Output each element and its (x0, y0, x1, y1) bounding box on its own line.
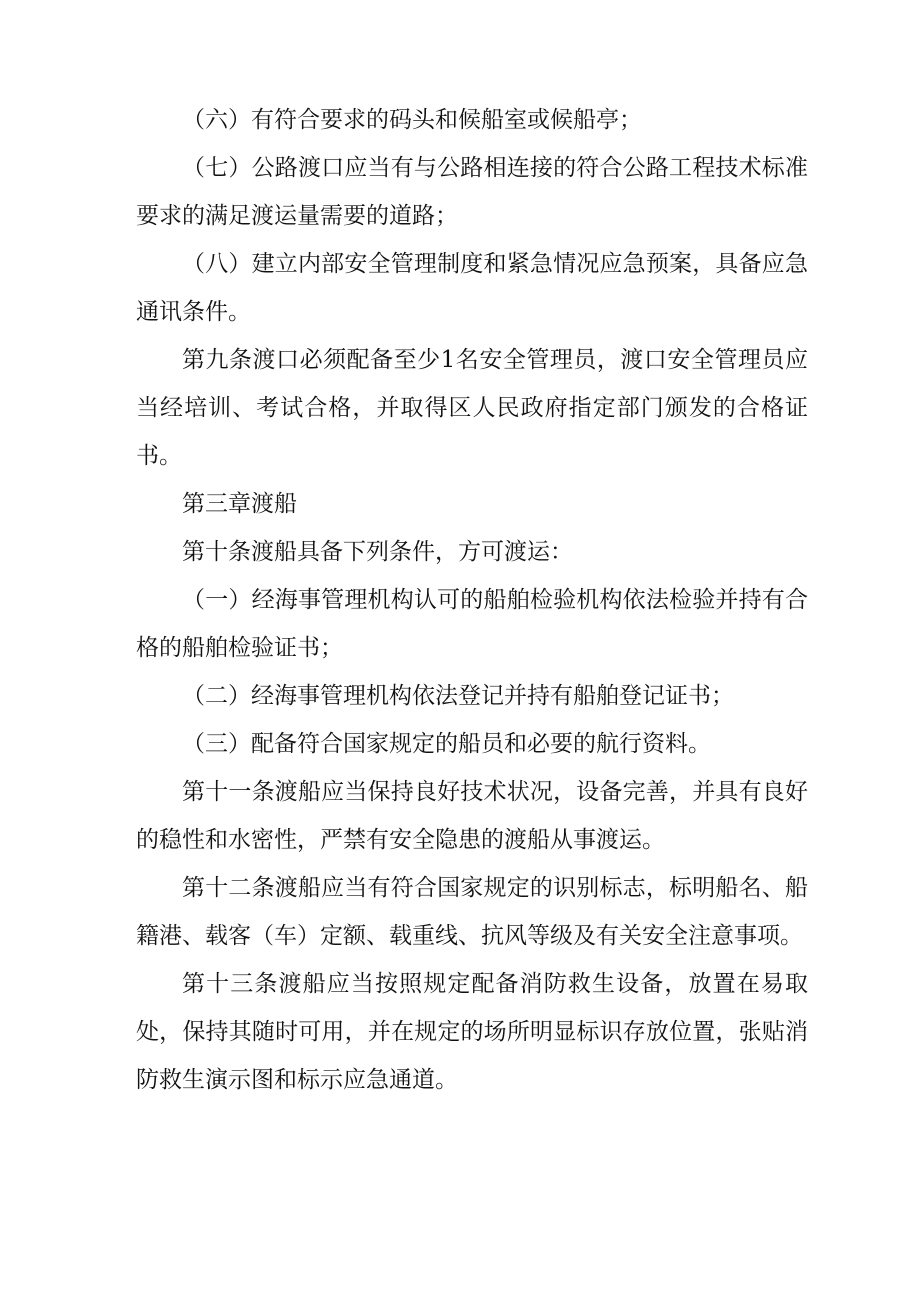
chapter-heading: 第三章渡船 (182, 491, 297, 517)
paragraph-article-13: 第十三条渡船应当按照规定配备消防救生设备，放置在易取处，保持其随时可用，并在规定的场所明显标识存放位置，张贴消防救生演示图和标示应急通道。 (136, 971, 808, 1093)
paragraph-item-7-road: （七）公路渡口应当有与公路相连接的符合公路工程技术标准要求的满足渡运量需要的道路； (136, 155, 808, 229)
document-body (136, 96, 808, 1104)
paragraph-item-6-wharf: （六）有符合要求的码头和候船室或候船亭； (182, 107, 642, 133)
paragraph-article-10: 第十条渡船具备下列条件，方可渡运： (182, 539, 573, 565)
paragraph-article-12: 第十二条渡船应当有符合国家规定的识别标志，标明船名、船籍港、载客（车）定额、载重线、抗风等级及有关安全注意事项。 (136, 875, 808, 949)
paragraph-item-3-crew: （三）配备符合国家规定的船员和必要的航行资料。 (182, 731, 711, 757)
paragraph-article-9: 第九条渡口必须配备至少1名安全管理员，渡口安全管理员应当经培训、考试合格，并取得区人民政府指定部门颁发的合格证书。 (136, 347, 808, 469)
paragraph-item-2-registration: （二）经海事管理机构依法登记并持有船舶登记证书； (182, 683, 734, 709)
paragraph-item-1-inspection: （一）经海事管理机构认可的船舶检验机构依法检验并持有合格的船舶检验证书； (136, 587, 808, 661)
paragraph-article-11: 第十一条渡船应当保持良好技术状况，设备完善，并具有良好的稳性和水密性，严禁有安全隐患的渡船从事渡运。 (136, 779, 808, 853)
paragraph-item-8-safety-system: （八）建立内部安全管理制度和紧急情况应急预案，具备应急通讯条件。 (136, 251, 808, 325)
